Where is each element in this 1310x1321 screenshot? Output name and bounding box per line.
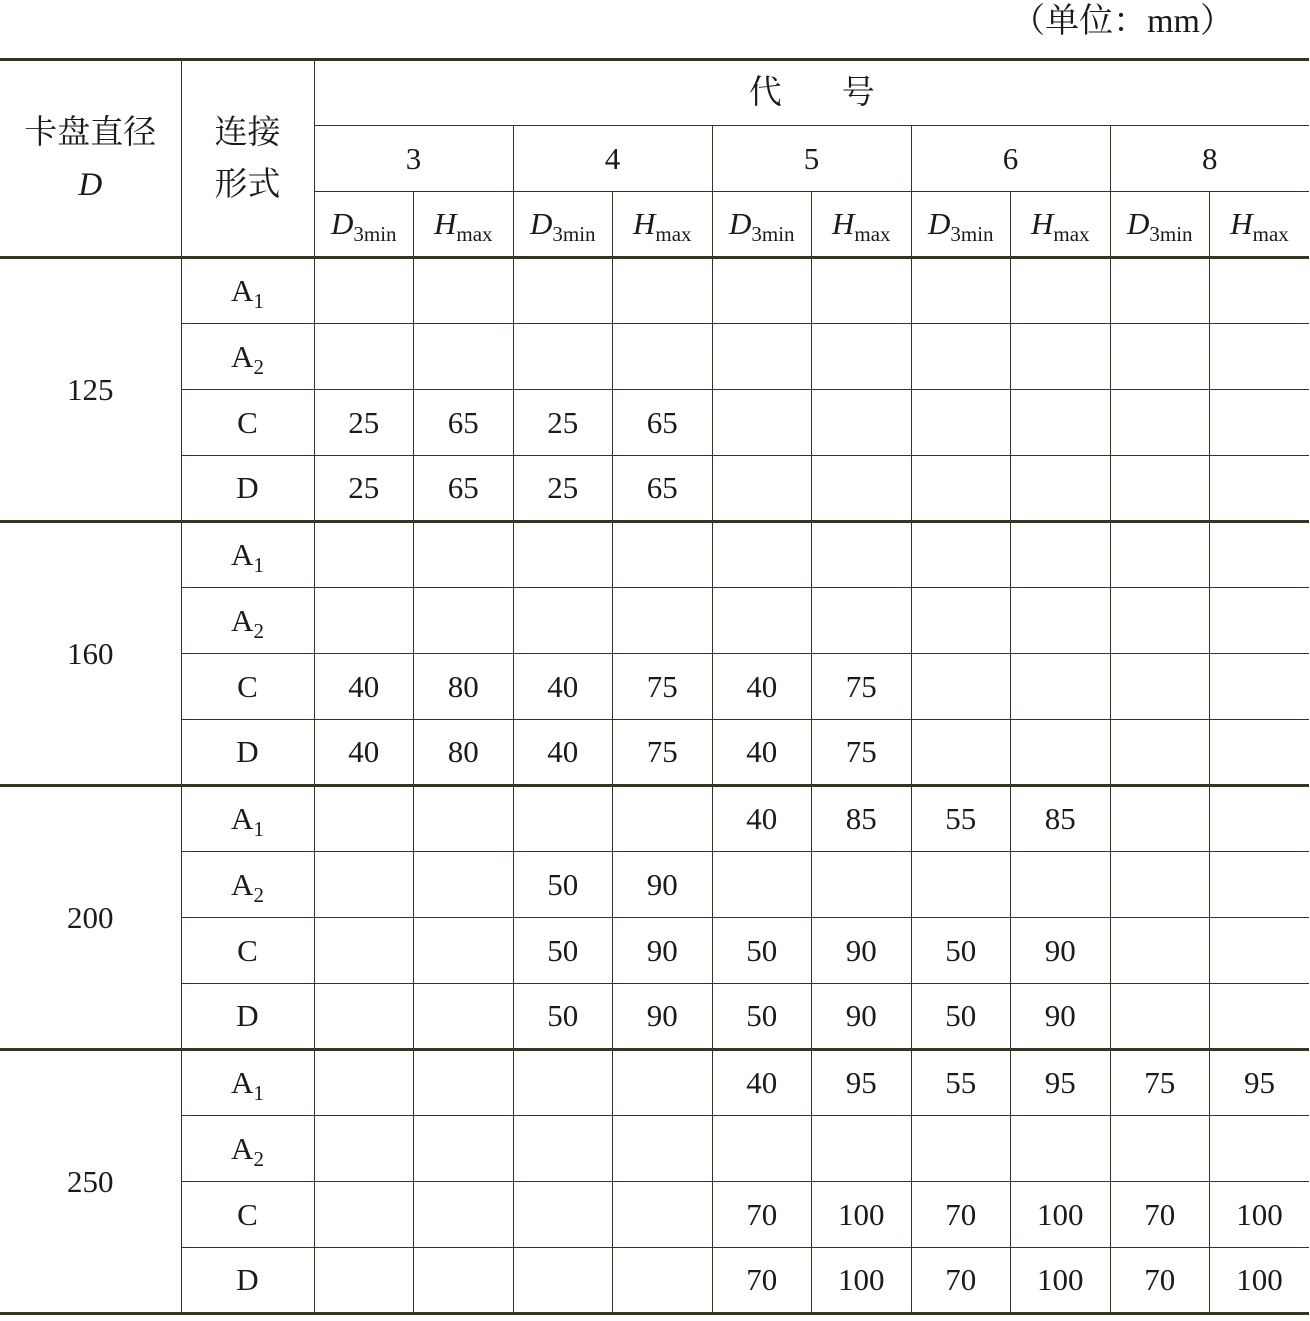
value-cell [314,852,414,918]
value-cell [911,258,1011,324]
header-code-8: 8 [1110,126,1309,192]
symbol-base: H [433,206,457,241]
header-code-4: 4 [513,126,712,192]
value-cell [712,852,812,918]
value-cell [1210,720,1310,786]
value-cell: 70 [911,1182,1011,1248]
table-row [0,324,1309,390]
value-cell: 50 [911,984,1011,1050]
value-cell [911,852,1011,918]
connection-type-cell [181,984,314,1050]
connection-type-cell [181,390,314,456]
value-cell: 75 [613,654,713,720]
connection-type-subscript: 2 [253,882,264,907]
header-d3min [314,192,414,258]
value-cell: 95 [812,1050,912,1116]
connection-type-base: A [231,273,254,308]
symbol-subscript: max [1053,222,1090,246]
table-row [0,1116,1309,1182]
value-cell [911,1116,1011,1182]
value-cell: 40 [513,720,613,786]
header-hmax [613,192,713,258]
symbol-base: D [529,206,553,241]
symbol-base: H [831,206,855,241]
value-cell [1110,852,1210,918]
connection-type-subscript: 1 [253,1081,264,1105]
chuck-diameter-cell: 250 [0,1050,181,1314]
value-cell [314,258,414,324]
value-cell [314,1116,414,1182]
value-cell [1011,1116,1111,1182]
value-cell: 40 [712,786,812,852]
value-cell: 40 [513,654,613,720]
value-cell [1110,324,1210,390]
connection-type-subscript: 2 [253,1146,264,1171]
connection-type-base: C [237,1196,258,1232]
value-cell [1210,456,1310,522]
value-cell [314,324,414,390]
value-cell [613,786,713,852]
table-row [0,456,1309,522]
header-chuck-diameter-symbol: D [78,166,103,203]
connection-type-cell [181,852,314,918]
value-cell: 90 [1011,984,1111,1050]
value-cell: 85 [812,786,912,852]
value-cell [1210,588,1310,654]
table-row [0,984,1309,1050]
value-cell [314,522,414,588]
table-row [0,522,1309,588]
value-cell: 65 [414,456,514,522]
symbol-base: H [1230,206,1253,241]
value-cell [712,324,812,390]
value-cell [414,984,514,1050]
value-cell [513,258,613,324]
connection-type-cell [181,1050,314,1116]
table-row [0,654,1309,720]
connection-type-cell [181,1248,314,1314]
value-cell [414,1248,514,1314]
value-cell: 85 [1011,786,1111,852]
value-cell: 90 [613,852,713,918]
connection-type-subscript: 2 [253,618,264,643]
value-cell [1110,720,1210,786]
symbol-subscript: 3min [353,222,397,246]
chuck-spec-table [0,58,1309,1315]
connection-type-base: A [231,537,254,572]
value-cell [812,456,912,522]
value-cell [414,918,514,984]
value-cell: 65 [613,456,713,522]
value-cell: 65 [414,390,514,456]
value-cell: 100 [1011,1182,1111,1248]
value-cell [613,324,713,390]
value-cell: 90 [613,918,713,984]
connection-type-cell [181,918,314,984]
value-cell [1110,786,1210,852]
connection-type-cell [181,588,314,654]
connection-type-base: D [236,734,259,769]
connection-type-base: C [237,668,258,704]
symbol-subscript: 3min [950,222,994,246]
connection-type-base: A [231,866,254,902]
connection-type-subscript: 1 [253,553,264,577]
value-cell [812,324,912,390]
value-cell [1110,258,1210,324]
header-code-3: 3 [314,126,513,192]
header-connection-type [181,60,314,258]
value-cell [712,522,812,588]
value-cell [812,1116,912,1182]
value-cell [812,852,912,918]
symbol-base: D [330,206,354,241]
value-cell [712,390,812,456]
symbol-base: D [927,206,951,241]
connection-type-subscript: 1 [253,817,264,841]
value-cell [414,786,514,852]
value-cell [712,588,812,654]
header-hmax [1210,192,1310,258]
table-row [0,852,1309,918]
value-cell [1110,1116,1210,1182]
symbol-base: H [1030,206,1054,241]
chuck-diameter-cell: 125 [0,258,181,522]
connection-type-cell [181,456,314,522]
value-cell: 95 [1011,1050,1111,1116]
value-cell [1110,588,1210,654]
header-code-5: 5 [712,126,911,192]
value-cell: 70 [1110,1182,1210,1248]
value-cell [314,786,414,852]
value-cell: 25 [513,390,613,456]
value-cell [314,1182,414,1248]
value-cell [1011,456,1111,522]
connection-type-cell [181,1182,314,1248]
value-cell [1011,522,1111,588]
connection-type-cell [181,720,314,786]
table-row [0,786,1309,852]
value-cell [911,522,1011,588]
value-cell: 40 [314,720,414,786]
table-row [0,1050,1309,1116]
header-chuck-diameter [0,60,181,258]
symbol-subscript: max [1252,222,1289,246]
connection-type-cell [181,258,314,324]
value-cell: 90 [613,984,713,1050]
value-cell [414,522,514,588]
value-cell [911,588,1011,654]
value-cell [1210,786,1310,852]
connection-type-base: D [236,1262,259,1297]
value-cell [1110,984,1210,1050]
connection-type-cell [181,1116,314,1182]
connection-type-base: A [231,801,254,836]
value-cell: 75 [812,654,912,720]
value-cell [812,588,912,654]
header-hmax [1011,192,1111,258]
value-cell [513,1248,613,1314]
value-cell: 75 [613,720,713,786]
value-cell [414,1182,514,1248]
symbol-base: D [1126,206,1150,241]
header-d3min [513,192,613,258]
value-cell [812,258,912,324]
symbol-base: H [632,206,656,241]
value-cell: 70 [712,1248,812,1314]
value-cell: 100 [1210,1182,1310,1248]
value-cell [1110,654,1210,720]
value-cell: 80 [414,720,514,786]
value-cell [414,258,514,324]
value-cell [414,1050,514,1116]
connection-type-base: D [236,998,259,1033]
symbol-subscript: 3min [1149,222,1193,246]
value-cell [414,588,514,654]
value-cell: 55 [911,786,1011,852]
value-cell [513,1182,613,1248]
value-cell [1210,654,1310,720]
value-cell [911,720,1011,786]
value-cell: 55 [911,1050,1011,1116]
header-code-label: 代号 [748,75,935,111]
table-row [0,390,1309,456]
value-cell [1210,258,1310,324]
value-cell [414,852,514,918]
value-cell [712,1116,812,1182]
value-cell: 80 [414,654,514,720]
value-cell [1011,258,1111,324]
value-cell: 90 [1011,918,1111,984]
header-chuck-diameter-label: 卡盘直径 [24,114,157,151]
value-cell [613,1248,713,1314]
connection-type-base: A [231,602,254,638]
connection-type-base: C [237,932,258,968]
value-cell [1011,654,1111,720]
value-cell [1110,522,1210,588]
value-cell [1011,390,1111,456]
value-cell [1210,390,1310,456]
value-cell [1210,852,1310,918]
value-cell [513,1050,613,1116]
value-cell [314,918,414,984]
value-cell: 40 [712,1050,812,1116]
value-cell: 70 [911,1248,1011,1314]
value-cell [1011,720,1111,786]
value-cell: 50 [513,918,613,984]
header-code [314,60,1309,126]
value-cell [1210,918,1310,984]
table-row [0,918,1309,984]
symbol-subscript: max [456,222,493,246]
header-d3min [911,192,1011,258]
value-cell: 100 [1011,1248,1111,1314]
value-cell [414,324,514,390]
value-cell: 40 [314,654,414,720]
connection-type-base: A [231,1065,254,1100]
value-cell [314,1248,414,1314]
header-d3min [712,192,812,258]
value-cell [712,258,812,324]
value-cell [314,588,414,654]
table-row [0,1248,1309,1314]
value-cell [812,390,912,456]
connection-type-subscript: 1 [253,289,264,313]
value-cell [1210,522,1310,588]
table-row [0,1182,1309,1248]
value-cell [1210,324,1310,390]
value-cell [314,1050,414,1116]
symbol-subscript: 3min [751,222,795,246]
table-row [0,588,1309,654]
value-cell: 50 [712,984,812,1050]
value-cell [513,324,613,390]
value-cell: 100 [812,1248,912,1314]
value-cell: 40 [712,654,812,720]
connection-type-base: A [231,338,254,374]
connection-type-cell [181,786,314,852]
connection-type-base: D [236,470,259,505]
value-cell [911,324,1011,390]
table-row [0,258,1309,324]
value-cell [1210,1116,1310,1182]
value-cell: 75 [1110,1050,1210,1116]
value-cell [513,1116,613,1182]
value-cell: 90 [812,984,912,1050]
value-cell: 65 [613,390,713,456]
connection-type-cell [181,324,314,390]
table-row [0,720,1309,786]
value-cell [513,786,613,852]
value-cell [613,258,713,324]
connection-type-subscript: 2 [253,354,264,379]
value-cell [513,522,613,588]
chuck-diameter-cell: 200 [0,786,181,1050]
value-cell: 25 [513,456,613,522]
connection-type-base: C [237,404,258,440]
header-d3min [1110,192,1210,258]
value-cell [613,1182,713,1248]
header-hmax [414,192,514,258]
value-cell: 70 [1110,1248,1210,1314]
header-connection-label: 连接形式 [214,114,281,203]
value-cell [314,984,414,1050]
value-cell: 25 [314,390,414,456]
value-cell: 40 [712,720,812,786]
value-cell [513,588,613,654]
unit-note: （单位：mm） [1011,3,1234,40]
value-cell [911,456,1011,522]
connection-type-cell [181,654,314,720]
symbol-base: D [728,206,752,241]
value-cell [1110,456,1210,522]
header-code-6: 6 [911,126,1110,192]
value-cell [613,1116,713,1182]
value-cell: 50 [911,918,1011,984]
value-cell: 70 [712,1182,812,1248]
chuck-diameter-cell: 160 [0,522,181,786]
value-cell [911,390,1011,456]
value-cell: 90 [812,918,912,984]
symbol-subscript: 3min [552,222,596,246]
value-cell: 50 [513,852,613,918]
connection-type-cell [181,522,314,588]
value-cell: 25 [314,456,414,522]
value-cell [1110,390,1210,456]
value-cell [613,588,713,654]
value-cell: 95 [1210,1050,1310,1116]
value-cell [1210,984,1310,1050]
value-cell [712,456,812,522]
value-cell [613,522,713,588]
value-cell [911,654,1011,720]
value-cell: 50 [513,984,613,1050]
value-cell [613,1050,713,1116]
value-cell [414,1116,514,1182]
value-cell [812,522,912,588]
symbol-subscript: max [854,222,891,246]
value-cell: 100 [812,1182,912,1248]
header-hmax [812,192,912,258]
value-cell [1011,588,1111,654]
value-cell: 100 [1210,1248,1310,1314]
symbol-subscript: max [655,222,692,246]
value-cell [1110,918,1210,984]
value-cell: 75 [812,720,912,786]
value-cell [1011,852,1111,918]
connection-type-base: A [231,1130,254,1166]
value-cell: 50 [712,918,812,984]
value-cell [1011,324,1111,390]
